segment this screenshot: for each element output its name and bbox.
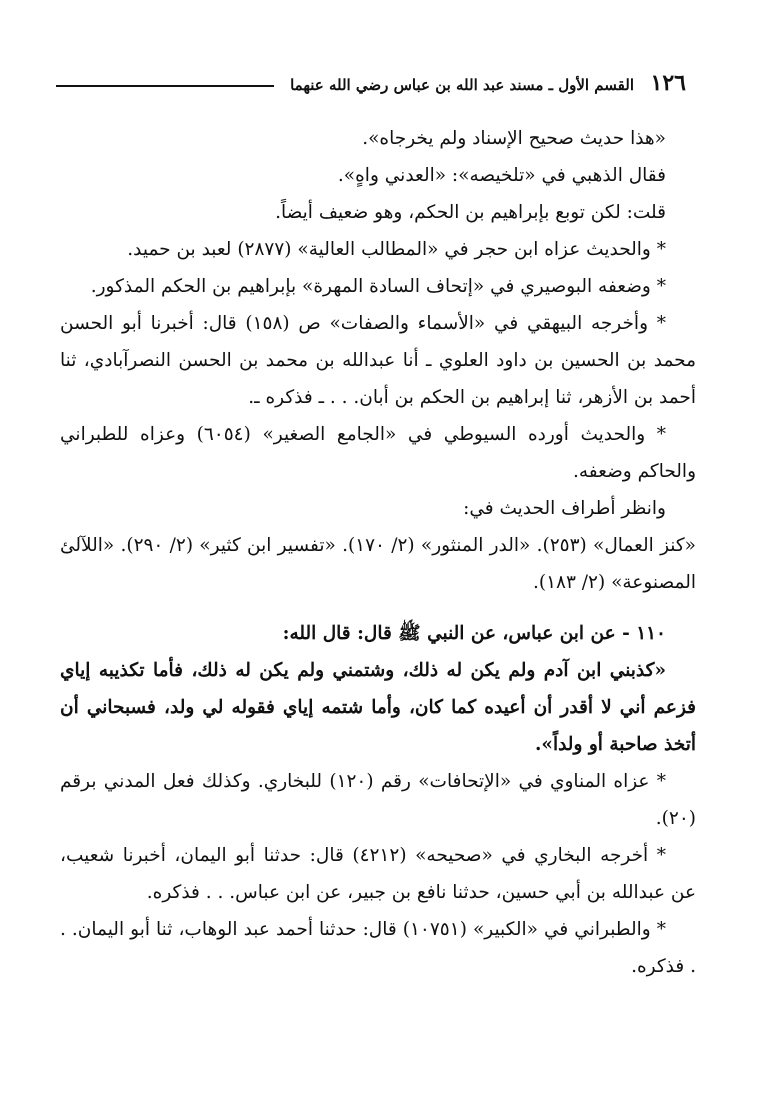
hadith-heading: ١١٠ - عن ابن عباس، عن النبي ﷺ قال: قال الله: — [282, 623, 666, 644]
dhahabi-paragraph: فقال الذهبي في «تلخيصه»: «العدني واهٍ». — [337, 165, 666, 186]
note-paragraph: * وضعفه البوصيري في «إتحاف السادة المهرة» بإبراهيم بن الحكم المذكور. — [90, 276, 666, 297]
page-header — [56, 68, 686, 102]
note-paragraph: * والحديث أورده السيوطي في «الجامع الصغير» (٦٠٥٤) وعزاه للطبراني والحاكم وضعفه. — [60, 424, 696, 482]
references-list: «كنز العمال» (٢٥٣). «الدر المنثور» (٢/ ١٧٠). «تفسير ابن كثير» (٢/ ٢٩٠). «اللآلئ المصنوعة» (٢/ ١٨٣). — [60, 535, 696, 593]
note-paragraph: * والحديث عزاه ابن حجر في «المطالب العالية» (٢٨٧٧) لعبد بن حميد. — [127, 239, 666, 260]
running-title: القسم الأول ـ مسند عبد الله بن عباس رضي الله عنهما — [290, 76, 634, 94]
page-body — [60, 120, 696, 985]
note-paragraph: * عزاه المناوي في «الإتحافات» رقم (١٢٠) للبخاري. وكذلك فعل المدني برقم (٢٠). — [60, 771, 696, 829]
page-number: ١٢٦ — [650, 70, 686, 96]
comment-paragraph: قلت: لكن توبع بإبراهيم بن الحكم، وهو ضعيف أيضاً. — [275, 202, 666, 223]
note-paragraph: * والطبراني في «الكبير» (١٠٧٥١) قال: حدثنا أحمد عبد الوهاب، ثنا أبو اليمان. . . فذكره. — [60, 919, 696, 977]
note-paragraph: * وأخرجه البيهقي في «الأسماء والصفات» ص (١٥٨) قال: أخبرنا أبو الحسن محمد بن الحسين بن داود العلوي ـ أنا عبدالله بن محمد بن الحسن النصرآبادي، ثنا أحمد بن الأزهر، ثنا إبراهيم بن الحكم بن أبان. . . ـ فذكره ـ. — [60, 313, 696, 408]
hadith-text: «كذبني ابن آدم ولم يكن له ذلك، وشتمني ولم يكن له ذلك، فأما تكذيبه إياي فزعم أني لا أقدر أن أعيده كما كان، وأما شتمه إياي فقوله لي ولد، فسبحاني أن أتخذ صاحبة أو ولداً». — [60, 660, 696, 755]
references-heading: وانظر أطراف الحديث في: — [463, 498, 666, 519]
quote-paragraph: «هذا حديث صحيح الإسناد ولم يخرجاه». — [362, 128, 666, 149]
note-paragraph: * أخرجه البخاري في «صحيحه» (٤٢١٢) قال: حدثنا أبو اليمان، أخبرنا شعيب، عن عبدالله بن أبي حسين، حدثنا نافع بن جبير، عن ابن عباس. . . فذكره. — [60, 845, 696, 903]
header-rule — [56, 85, 274, 87]
